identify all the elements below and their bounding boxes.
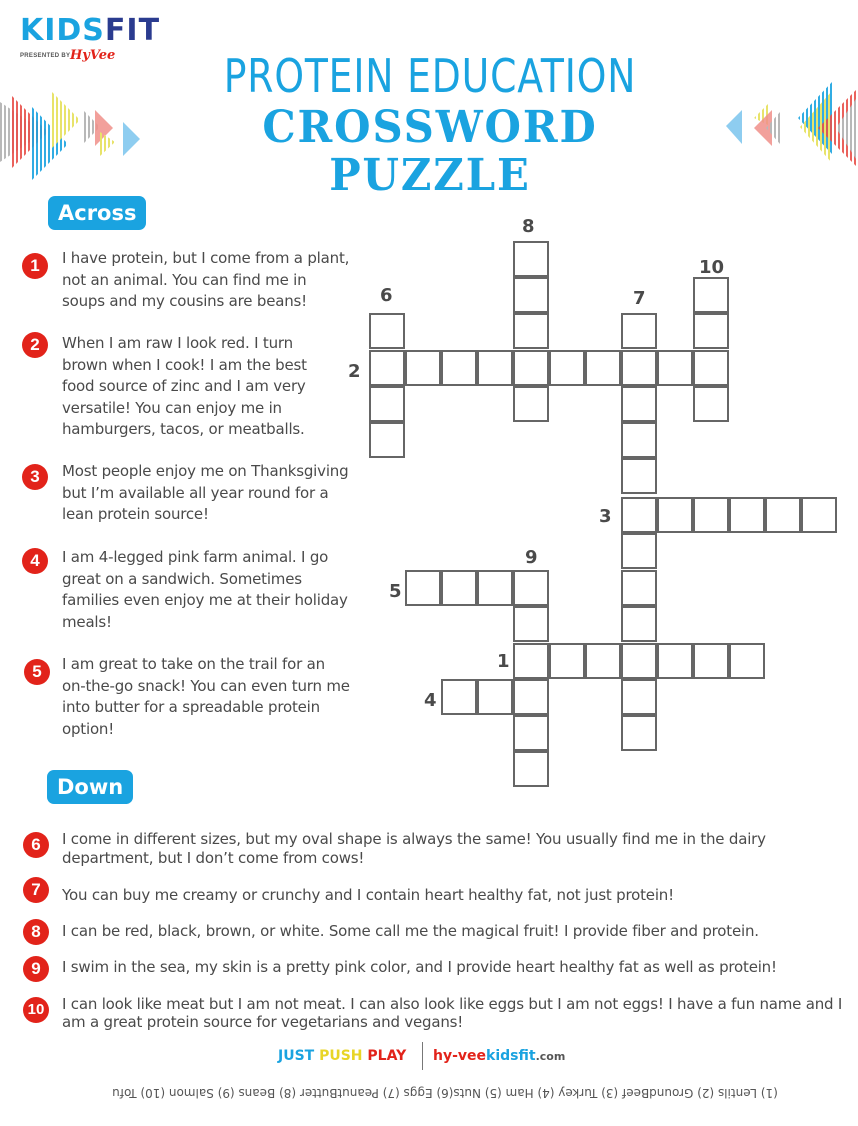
logo-kids-text: KIDS	[20, 13, 105, 48]
grid-cell[interactable]	[441, 350, 477, 386]
grid-cell[interactable]	[657, 643, 693, 679]
grid-cell[interactable]	[621, 313, 657, 349]
grid-cell[interactable]	[765, 497, 801, 533]
grid-cell[interactable]	[441, 679, 477, 715]
decorative-triangles-right-icon	[718, 82, 858, 182]
across-clue-badge-4: 4	[22, 548, 48, 574]
grid-cell[interactable]	[549, 643, 585, 679]
down-clue-badge-6: 6	[23, 832, 49, 858]
down-clue-badge-10: 10	[23, 997, 49, 1023]
grid-cell[interactable]	[513, 715, 549, 751]
grid-cell[interactable]	[621, 422, 657, 458]
grid-number-7: 7	[633, 288, 646, 309]
grid-number-6: 6	[380, 285, 393, 306]
grid-cell[interactable]	[405, 570, 441, 606]
grid-number-4: 4	[424, 690, 437, 711]
grid-cell[interactable]	[621, 570, 657, 606]
grid-cell[interactable]	[585, 643, 621, 679]
down-clue-badge-8: 8	[23, 919, 49, 945]
grid-cell[interactable]	[513, 386, 549, 422]
grid-cell[interactable]	[513, 350, 549, 386]
grid-cell[interactable]	[513, 643, 549, 679]
across-clue-4: I am 4-legged pink farm animal. I go great on a sandwich. Sometimes families even enjoy me at their holiday meals!	[62, 548, 348, 631]
grid-cell[interactable]	[549, 350, 585, 386]
across-clue-2: When I am raw I look red. I turn brown when I cook! I am the best food source of zinc and I am very versatile! You can enjoy me in hamburgers, tacos, or meatballs.	[62, 334, 307, 438]
grid-cell[interactable]	[405, 350, 441, 386]
grid-cell[interactable]	[621, 606, 657, 642]
grid-cell[interactable]	[657, 497, 693, 533]
grid-cell[interactable]	[621, 533, 657, 569]
across-clue-3: Most people enjoy me on Thanksgiving but I’m available all year round for a lean protein source!	[62, 462, 349, 523]
grid-cell[interactable]	[369, 386, 405, 422]
down-clue-10: I can look like meat but I am not meat. I can also look like eggs but I am not eggs! I have a fun name and I am a great protein source for vegetarians and vegans!	[62, 995, 843, 1031]
grid-cell[interactable]	[729, 643, 765, 679]
grid-cell[interactable]	[513, 679, 549, 715]
page-title-line1: PROTEIN EDUCATION	[223, 49, 637, 103]
grid-cell[interactable]	[729, 497, 765, 533]
grid-number-1: 1	[497, 651, 510, 672]
across-clue-1: I have protein, but I come from a plant, not an animal. You can find me in soups and my cousins are beans!	[62, 249, 350, 310]
grid-cell[interactable]	[657, 350, 693, 386]
grid-cell[interactable]	[477, 350, 513, 386]
across-clue-badge-2: 2	[22, 332, 48, 358]
answer-key-upside-down: (1) Lentils (2) GroundBeef (3) Turkey (4) Ham (5) Nuts(6) Eggs (7) PeanutButter (8) Beans (9) Salmon (10) Tofu	[112, 1086, 778, 1100]
across-clue-badge-1: 1	[22, 253, 48, 279]
across-heading: Across	[48, 196, 146, 230]
grid-number-3: 3	[599, 506, 612, 527]
grid-cell[interactable]	[693, 497, 729, 533]
grid-number-8: 8	[522, 216, 535, 237]
grid-number-2: 2	[348, 361, 361, 382]
down-heading: Down	[47, 770, 133, 804]
site-part-kidsfit: kidsfit	[486, 1048, 536, 1064]
down-clue-8: I can be red, black, brown, or white. Some call me the magical fruit! I provide fiber and protein.	[62, 922, 759, 940]
grid-cell[interactable]	[621, 458, 657, 494]
grid-cell[interactable]	[621, 497, 657, 533]
grid-cell[interactable]	[621, 350, 657, 386]
footer-play: PLAY	[367, 1048, 407, 1064]
presented-by-label: PRESENTED BY	[20, 53, 71, 59]
down-clue-badge-7: 7	[23, 877, 49, 903]
grid-cell[interactable]	[513, 313, 549, 349]
site-part-domain: .com	[535, 1050, 566, 1063]
grid-cell[interactable]	[513, 241, 549, 277]
grid-number-10: 10	[699, 257, 725, 278]
grid-cell[interactable]	[477, 570, 513, 606]
website-link[interactable]	[433, 1048, 565, 1064]
footer-just: JUST	[278, 1048, 320, 1064]
footer-push: PUSH	[319, 1048, 368, 1064]
grid-cell[interactable]	[621, 679, 657, 715]
grid-number-5: 5	[389, 581, 402, 602]
page-title-line2: CROSSWORD PUZZLE	[262, 102, 598, 201]
grid-cell[interactable]	[513, 751, 549, 787]
grid-cell[interactable]	[477, 679, 513, 715]
grid-cell[interactable]	[513, 570, 549, 606]
down-clue-7: You can buy me creamy or crunchy and I contain heart healthy fat, not just protein!	[62, 886, 674, 904]
grid-cell[interactable]	[369, 422, 405, 458]
grid-cell[interactable]	[585, 350, 621, 386]
grid-number-9: 9	[525, 547, 538, 568]
grid-cell[interactable]	[693, 313, 729, 349]
grid-cell[interactable]	[621, 386, 657, 422]
decorative-triangles-left-icon	[0, 82, 150, 182]
down-clue-6: I come in different sizes, but my oval shape is always the same! You usually find me in the dairy department, but I don’t come from cows!	[62, 830, 766, 867]
footer-divider	[422, 1042, 423, 1070]
down-clue-badge-9: 9	[23, 956, 49, 982]
grid-cell[interactable]	[369, 313, 405, 349]
site-part-hyvee: hy-vee	[433, 1048, 487, 1064]
grid-cell[interactable]	[801, 497, 837, 533]
grid-cell[interactable]	[621, 643, 657, 679]
grid-cell[interactable]	[693, 386, 729, 422]
kidsfit-logo	[20, 13, 161, 48]
across-clue-badge-5: 5	[24, 659, 50, 685]
down-clue-9: I swim in the sea, my skin is a pretty pink color, and I provide heart healthy fat as well as protein!	[62, 958, 777, 976]
across-clue-badge-3: 3	[22, 464, 48, 490]
hyvee-logo: HyVee	[70, 48, 116, 63]
logo-fit-text: FIT	[104, 13, 161, 48]
grid-cell[interactable]	[693, 643, 729, 679]
grid-cell[interactable]	[693, 350, 729, 386]
just-push-play-logo	[278, 1048, 406, 1064]
grid-cell[interactable]	[441, 570, 477, 606]
grid-cell[interactable]	[513, 277, 549, 313]
grid-cell[interactable]	[621, 715, 657, 751]
grid-cell[interactable]	[693, 277, 729, 313]
across-clue-5: I am great to take on the trail for an on-the-go snack! You can even turn me into butter for a spreadable protein option!	[62, 655, 350, 738]
grid-cell[interactable]	[513, 606, 549, 642]
grid-cell[interactable]	[369, 350, 405, 386]
